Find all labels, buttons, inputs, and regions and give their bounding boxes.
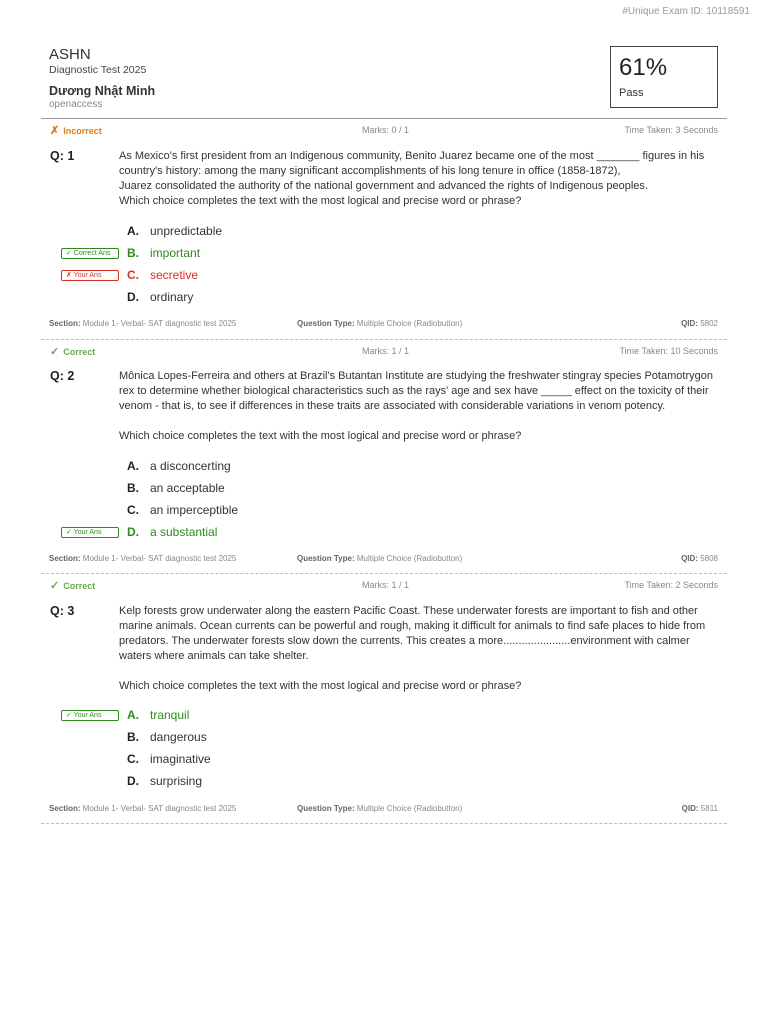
option-d bbox=[41, 524, 727, 542]
option-c bbox=[41, 751, 727, 769]
option-b bbox=[41, 729, 727, 747]
question-number: Q: 1 bbox=[50, 149, 75, 163]
option-text: a disconcerting bbox=[150, 459, 231, 473]
check-icon: ✓ bbox=[50, 580, 60, 592]
section-label: Section: bbox=[49, 554, 81, 563]
option-letter: B. bbox=[127, 481, 139, 495]
qid-info bbox=[681, 319, 718, 328]
question-type-label: Question Type: bbox=[297, 554, 355, 563]
section-label: Section: bbox=[49, 319, 81, 328]
marks: Marks: 0 / 1 bbox=[362, 125, 410, 135]
marks: Marks: 1 / 1 bbox=[362, 580, 410, 590]
option-c bbox=[41, 267, 727, 285]
section-value: Module 1- Verbal- SAT diagnostic test 2025 bbox=[82, 319, 237, 328]
option-letter: D. bbox=[127, 290, 139, 304]
question-text bbox=[119, 149, 721, 209]
student-type: openaccess bbox=[49, 99, 103, 110]
time-taken: Time Taken: 3 Seconds bbox=[624, 125, 718, 135]
option-b bbox=[41, 245, 727, 263]
question-prompt: Which choice completes the text with the most logical and precise word or phrase? bbox=[119, 195, 522, 207]
question-type-value: Multiple Choice (Radiobutton) bbox=[356, 554, 463, 563]
section-label: Section: bbox=[49, 804, 81, 813]
question-text bbox=[119, 604, 721, 694]
option-text: secretive bbox=[150, 268, 199, 282]
option-letter: C. bbox=[127, 268, 139, 282]
option-c bbox=[41, 502, 727, 520]
student-name: Dương Nhật Minh bbox=[49, 84, 156, 98]
question-paragraph: Juarez consolidated the authority of the national government and advanced the rights of Indigenous peoples. bbox=[119, 180, 648, 192]
status-label: Incorrect bbox=[63, 126, 102, 136]
section-value: Module 1- Verbal- SAT diagnostic test 2025 bbox=[82, 804, 237, 813]
qid-value: 5811 bbox=[700, 804, 718, 813]
status-correct bbox=[50, 579, 95, 592]
test-name: Diagnostic Test 2025 bbox=[49, 64, 147, 76]
question-status-row bbox=[41, 574, 727, 596]
correct-answer-tag: ✓ Correct Ans bbox=[61, 248, 119, 259]
bottom-divider bbox=[41, 823, 727, 824]
your-answer-tag: ✗ Your Ans bbox=[61, 270, 119, 281]
question-type-label: Question Type: bbox=[297, 319, 355, 328]
question-type-info bbox=[297, 319, 462, 328]
question-type-value: Multiple Choice (Radiobutton) bbox=[356, 319, 463, 328]
question-block-1 bbox=[41, 118, 727, 340]
question-type-info bbox=[297, 804, 462, 813]
option-letter: B. bbox=[127, 730, 139, 744]
option-letter: C. bbox=[127, 503, 139, 517]
score-result: Pass bbox=[619, 87, 644, 99]
option-letter: A. bbox=[127, 224, 139, 238]
question-number: Q: 3 bbox=[50, 604, 75, 618]
option-text: important bbox=[150, 246, 201, 260]
option-text: a substantial bbox=[150, 525, 218, 539]
option-text: tranquil bbox=[150, 708, 190, 722]
question-prompt: Which choice completes the text with the most logical and precise word or phrase? bbox=[119, 430, 522, 442]
option-letter: B. bbox=[127, 246, 139, 260]
option-letter: C. bbox=[127, 752, 139, 766]
option-a bbox=[41, 707, 727, 725]
section-info bbox=[49, 554, 236, 563]
question-type-info bbox=[297, 554, 462, 563]
question-number: Q: 2 bbox=[50, 369, 75, 383]
question-paragraph: Mônica Lopes-Ferreira and others at Brazil's Butantan Institute are studying the freshwater stingray species Potamotrygon rex to determine whether biological characteristics such as the rays' age and sex have _____ effect on the toxicity of their venom - that is, to see if differences in these traits are associated with considerable variations in venom potency. bbox=[119, 370, 713, 412]
option-a bbox=[41, 458, 727, 476]
option-letter: A. bbox=[127, 459, 139, 473]
time-taken: Time Taken: 2 Seconds bbox=[624, 580, 718, 590]
time-taken: Time Taken: 10 Seconds bbox=[619, 346, 718, 356]
option-text: unpredictable bbox=[150, 224, 223, 238]
marks: Marks: 1 / 1 bbox=[362, 346, 410, 356]
cross-icon: ✗ bbox=[50, 125, 60, 137]
section-info bbox=[49, 319, 236, 328]
status-incorrect bbox=[50, 124, 102, 137]
organization-name: ASHN bbox=[49, 46, 91, 63]
question-type-value: Multiple Choice (Radiobutton) bbox=[356, 804, 463, 813]
question-type-label: Question Type: bbox=[297, 804, 355, 813]
qid-label: QID: bbox=[681, 804, 699, 813]
question-prompt: Which choice completes the text with the most logical and precise word or phrase? bbox=[119, 680, 522, 692]
option-letter: A. bbox=[127, 708, 139, 722]
qid-info bbox=[682, 804, 718, 813]
section-value: Module 1- Verbal- SAT diagnostic test 2025 bbox=[82, 554, 237, 563]
status-label: Correct bbox=[63, 347, 96, 357]
qid-info bbox=[681, 554, 718, 563]
status-label: Correct bbox=[63, 581, 96, 591]
option-b bbox=[41, 480, 727, 498]
question-paragraph: As Mexico's first president from an Indigenous community, Benito Juarez became one of the most _______ figures in his country's history: among the many significant accomplishments of his long tenure in office (1858-1872), bbox=[119, 150, 705, 177]
option-d bbox=[41, 773, 727, 791]
option-letter: D. bbox=[127, 525, 139, 539]
question-status-row bbox=[41, 119, 727, 141]
exam-id: #Unique Exam ID: 10118591 bbox=[622, 6, 750, 17]
question-status-row bbox=[41, 340, 727, 362]
option-text: dangerous bbox=[150, 730, 207, 744]
question-block-3 bbox=[41, 573, 727, 824]
qid-label: QID: bbox=[681, 319, 698, 328]
option-text: an imperceptible bbox=[150, 503, 239, 517]
qid-value: 5808 bbox=[700, 554, 718, 563]
option-a bbox=[41, 223, 727, 241]
option-text: ordinary bbox=[150, 290, 194, 304]
option-text: surprising bbox=[150, 774, 203, 788]
option-letter: D. bbox=[127, 774, 139, 788]
question-text bbox=[119, 369, 721, 444]
status-correct bbox=[50, 345, 95, 358]
qid-value: 5802 bbox=[700, 319, 718, 328]
score-box bbox=[610, 46, 718, 108]
your-answer-tag: ✓ Your Ans bbox=[61, 710, 119, 721]
question-paragraph: Kelp forests grow underwater along the eastern Pacific Coast. These underwater forests are important to fish and other marine animals. Ocean currents can be powerful and rough, making it difficult for animals to find safe places to hide from predators. The underwater forests slow down the currents. This creates a more......................environment with calmer waters where animals can take shelter. bbox=[119, 605, 706, 662]
score-percent: 61% bbox=[619, 54, 668, 81]
option-text: an acceptable bbox=[150, 481, 225, 495]
option-d bbox=[41, 289, 727, 307]
option-text: imaginative bbox=[150, 752, 211, 766]
check-icon: ✓ bbox=[50, 346, 60, 358]
report-header bbox=[49, 46, 155, 110]
question-block-2 bbox=[41, 339, 727, 574]
qid-label: QID: bbox=[681, 554, 698, 563]
section-info bbox=[49, 804, 236, 813]
your-answer-tag: ✓ Your Ans bbox=[61, 527, 119, 538]
